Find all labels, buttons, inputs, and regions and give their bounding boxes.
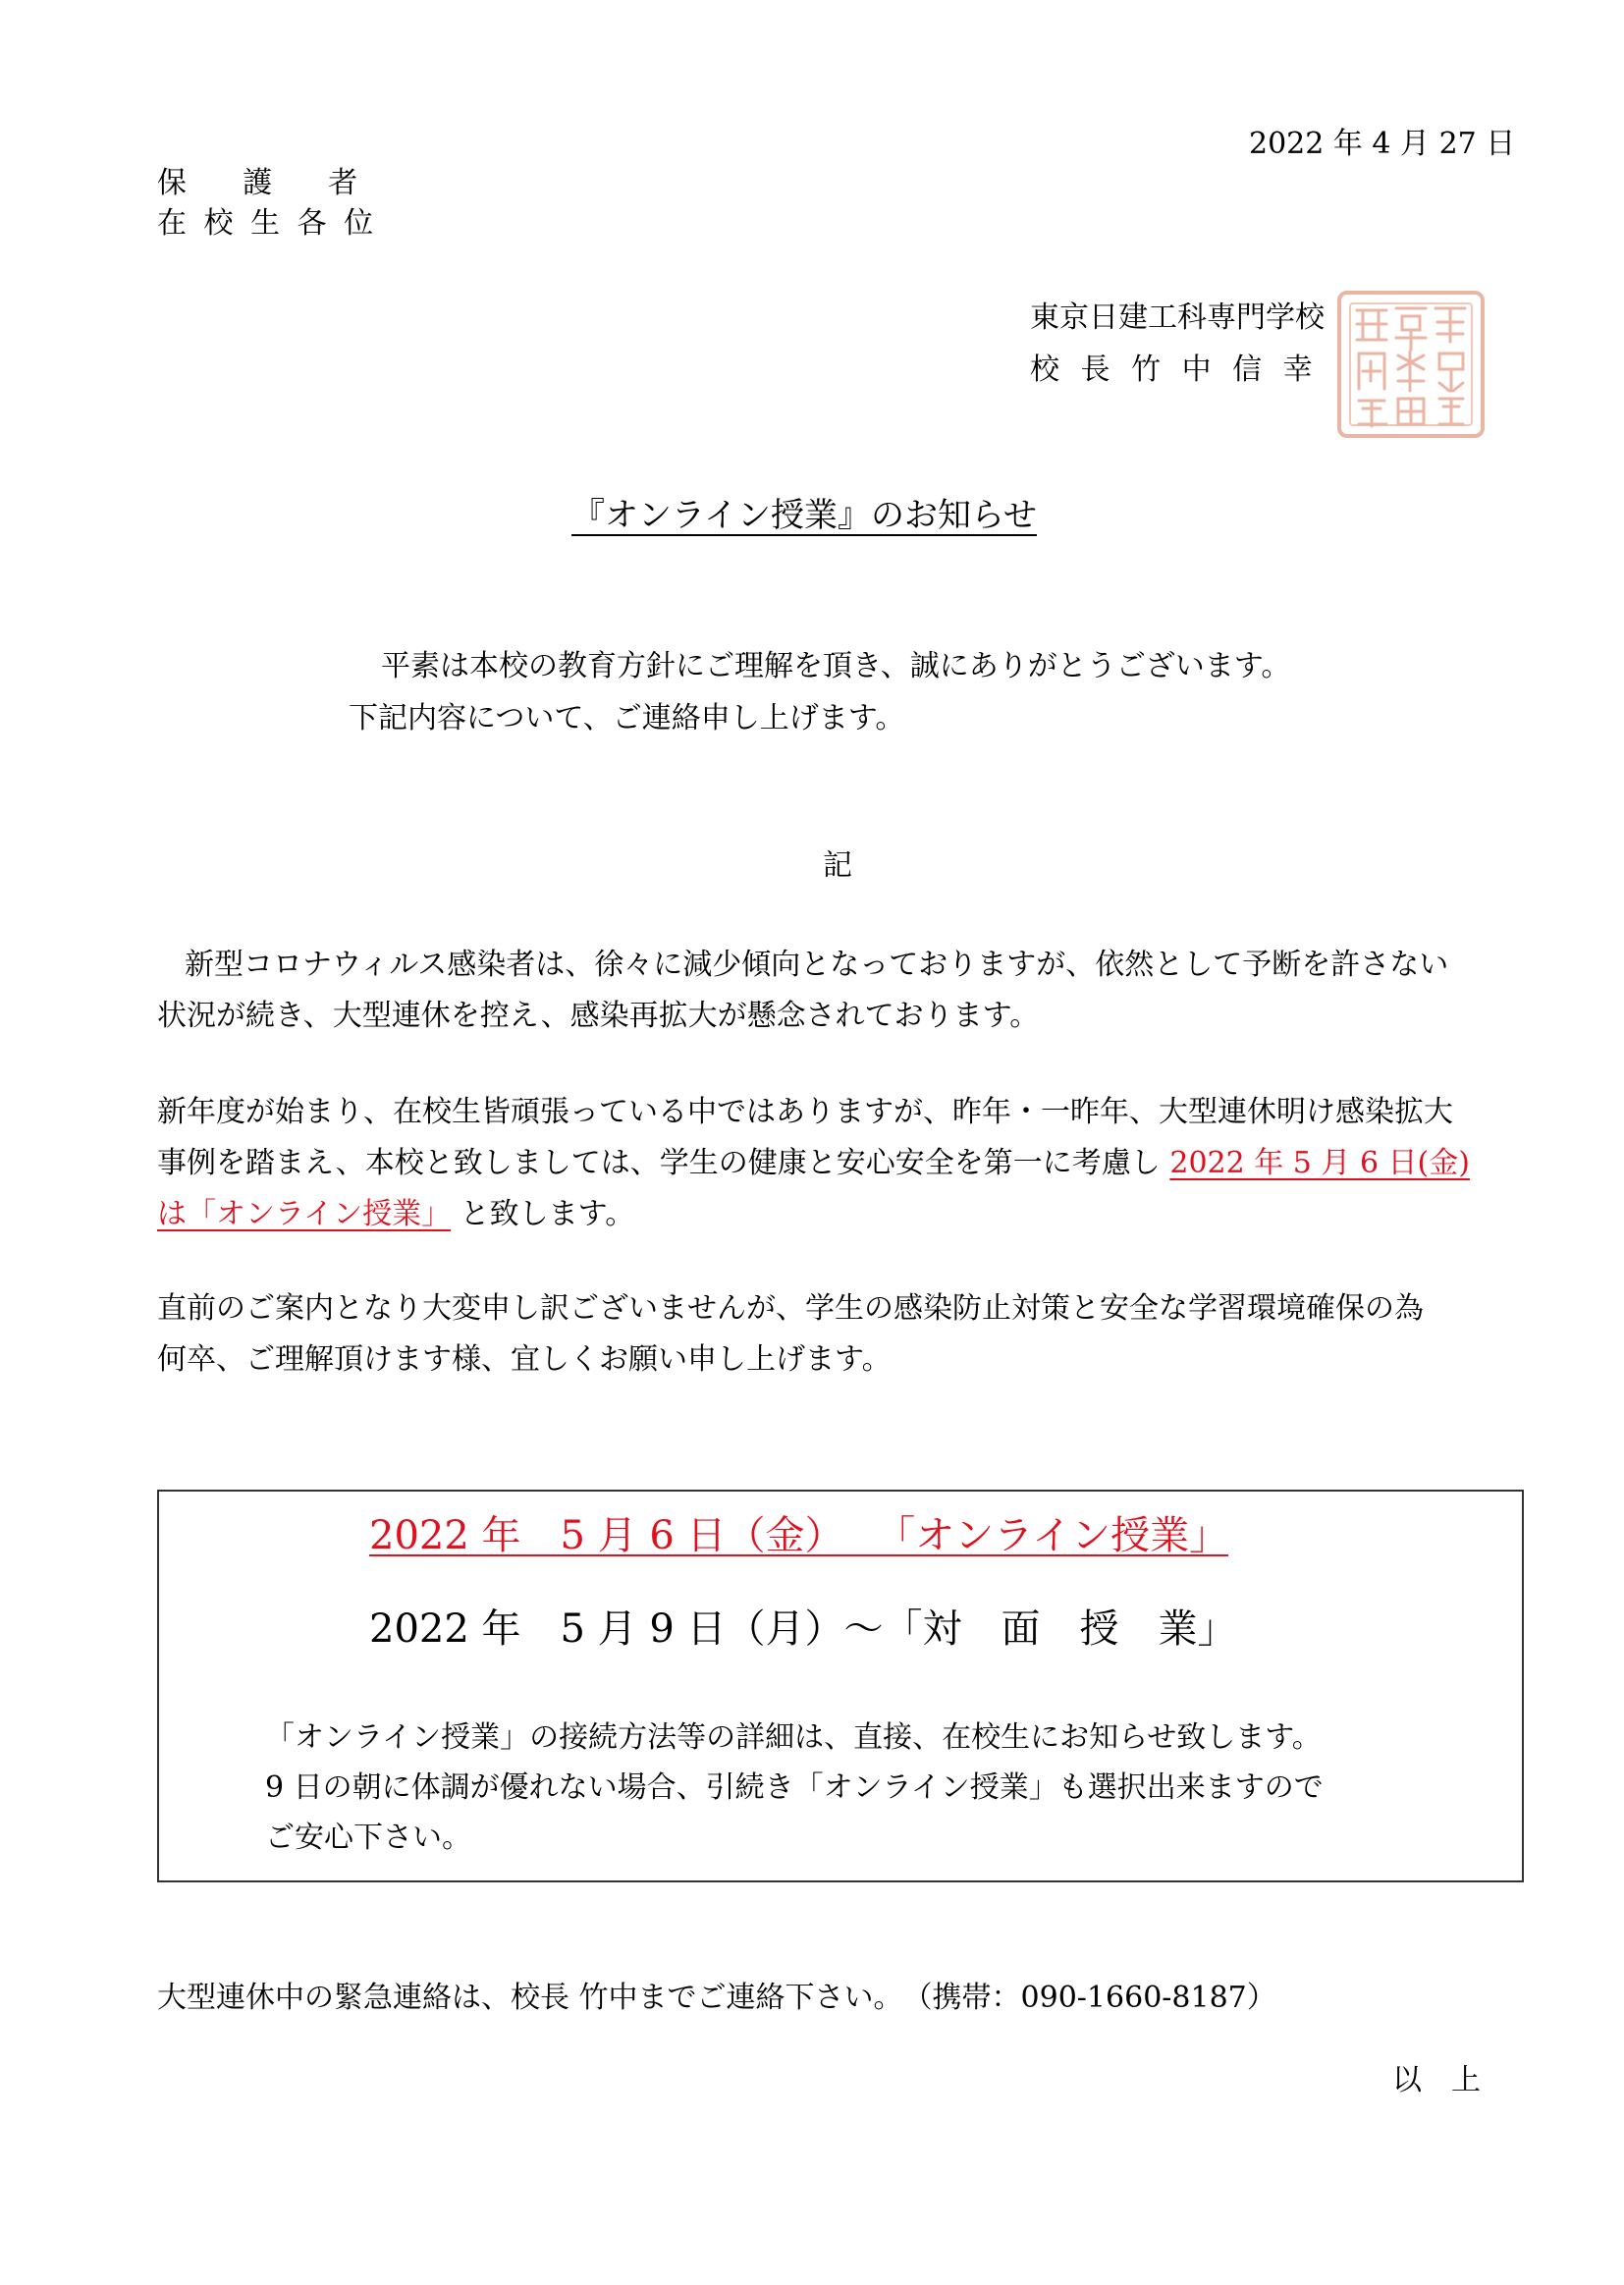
para2-line-1: 新年度が始まり、在校生皆頑張っている中ではありますが、昨年・一昨年、大型連休明け感染拡大 <box>157 1095 1453 1129</box>
ki-heading: 記 <box>823 848 852 883</box>
notice-title <box>571 496 1037 535</box>
schedule-box <box>157 1490 1524 1882</box>
box-note-line-3: ご安心下さい。 <box>265 1821 471 1855</box>
para2-line-3-text: と致します。 <box>460 1197 635 1231</box>
in-person-class-schedule: 2022 年 5 月 9 日（月）～「対 面 授 業」 <box>369 1606 1237 1652</box>
online-date-highlight: 2022 年 5 月 6 日(金) <box>1169 1146 1470 1180</box>
addressee-guardians: 保 護 者 <box>157 166 360 200</box>
para1-line-2: 状況が続き、大型連休を控え、感染再拡大が懸念されております。 <box>157 999 1040 1033</box>
box-note-line-2: 9 日の朝に体調が優れない場合、引続き「オンライン授業」も選択出来ますので <box>265 1770 1324 1805</box>
para2-line-2-text: 事例を踏まえ、本校と致しましては、学生の健康と安心安全を第一に考慮し <box>157 1146 1161 1180</box>
seal-stamp-icon <box>1341 295 1481 434</box>
sender-principal-name: 校 長 竹 中 信 幸 <box>1030 353 1319 387</box>
emergency-contact: 大型連休中の緊急連絡は、校長 竹中までご連絡下さい。 （携帯：090-1660-8187） <box>157 1981 1276 2015</box>
online-class-schedule <box>369 1513 1229 1558</box>
box-note-line-1: 「オンライン授業」の接続方法等の詳細は、直接、在校生にお知らせ致します。 <box>265 1720 1322 1755</box>
school-seal <box>1337 291 1485 438</box>
notice-title-text: 『オンライン授業』のお知らせ <box>571 496 1037 535</box>
online-class-schedule-text: 2022 年 5 月 6 日（金） 「オンライン授業」 <box>369 1513 1229 1558</box>
addressee-students: 在 校 生 各 位 <box>157 206 378 241</box>
para1-line-1: 新型コロナウィルス感染者は、徐々に減少傾向となっておりますが、依然として予断を許さない <box>185 948 1449 982</box>
document-date: 2022 年 4 月 27 日 <box>1249 127 1516 161</box>
sender-school-name: 東京日建工科専門学校 <box>1030 300 1325 335</box>
para2-line-3 <box>157 1197 635 1231</box>
online-class-highlight: は「オンライン授業」 <box>157 1197 452 1231</box>
para2-line-2 <box>157 1146 1470 1180</box>
closing-ijou: 以 上 <box>1392 2063 1481 2097</box>
greeting-line-2: 下記内容について、ご連絡申し上げます。 <box>349 701 905 735</box>
greeting-line-1: 平素は本校の教育方針にご理解を頂き、誠にありがとうございます。 <box>381 649 1291 683</box>
para3-line-1: 直前のご案内となり大変申し訳ございませんが、学生の感染防止対策と安全な学習環境確保の為 <box>157 1291 1424 1326</box>
para3-line-2: 何卒、ご理解頂けます様、宜しくお願い申し上げます。 <box>157 1342 892 1377</box>
